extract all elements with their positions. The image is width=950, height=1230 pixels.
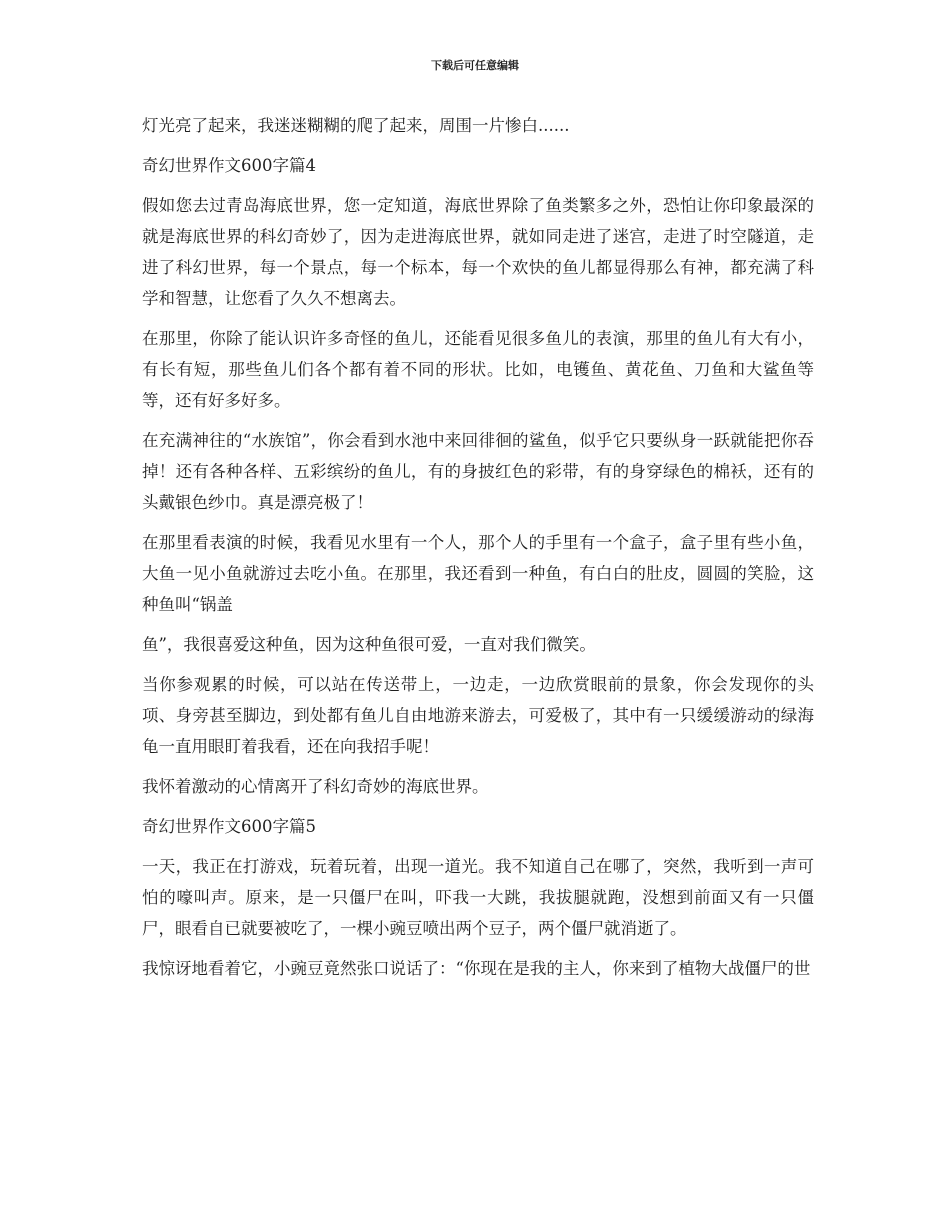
section-heading: 奇幻世界作文600字篇5	[142, 817, 316, 836]
paragraph: 我怀着激动的心情离开了科幻奇妙的海底世界。	[142, 777, 489, 796]
paragraph: 在那里看表演的时候，我看见水里有一个人，那个人的手里有一个盒子，盒子里有些小鱼，大鱼一见小鱼就游过去吃小鱼。在那里，我还看到一种鱼，有白白的肚皮，圆圆的笑脸，这种鱼叫“锅盖	[142, 533, 814, 614]
paragraph: 灯光亮了起来，我迷迷糊糊的爬了起来，周围一片惨白......	[142, 116, 570, 135]
paragraph: 鱼”，我很喜爱这种鱼，因为这种鱼很可爱，一直对我们微笑。	[142, 635, 596, 654]
section-heading: 奇幻世界作文600字篇4	[142, 156, 316, 175]
paragraph: 假如您去过青岛海底世界，您一定知道，海底世界除了鱼类繁多之外，恐怕让你印象最深的就是海底世界的科幻奇妙了，因为走进海底世界，就如同走进了迷宫，走进了时空隧道，走进了科幻世界，每一个景点，每一个标本，每一个欢快的鱼儿都显得那么有神，都充满了科学和智慧，让您看了久久不想离去。	[142, 196, 814, 308]
paragraph: 在那里，你除了能认识许多奇怪的鱼儿，还能看见很多鱼儿的表演，那里的鱼儿有大有小，有长有短，那些鱼儿们各个都有着不同的形状。比如，电镬鱼、黄花鱼、刀鱼和大鲨鱼等等，还有好多好多。	[142, 329, 814, 410]
paragraph: 当你参观累的时候，可以站在传送带上，一边走，一边欣赏眼前的景象，你会发现你的头项、身旁甚至脚边，到处都有鱼儿自由地游来游去，可爱极了，其中有一只缓缓游动的绿海龟一直用眼盯着我看，还在向我招手呢！	[142, 675, 814, 756]
page-header: 下载后可任意编辑	[431, 59, 519, 72]
document-body	[142, 110, 814, 993]
paragraph: 在充满神往的“水族馆”，你会看到水池中来回徘徊的鲨鱼，似乎它只要纵身一跃就能把你吞掉！还有各种各样、五彩缤纷的鱼儿，有的身披红色的彩带，有的身穿绿色的棉袄，还有的头戴银色纱巾。真是漂亮极了！	[142, 431, 814, 512]
paragraph: 我惊讶地看着它，小豌豆竟然张口说话了：“你现在是我的主人，你来到了植物大战僵尸的世	[142, 959, 811, 978]
paragraph: 一天，我正在打游戏，玩着玩着，出现一道光。我不知道自己在哪了，突然，我听到一声可怕的嚎叫声。原来，是一只僵尸在叫，吓我一大跳，我拔腿就跑，没想到前面又有一只僵尸，眼看自已就要被吃了，一棵小豌豆喷出两个豆子，两个僵尸就消逝了。	[142, 857, 814, 938]
